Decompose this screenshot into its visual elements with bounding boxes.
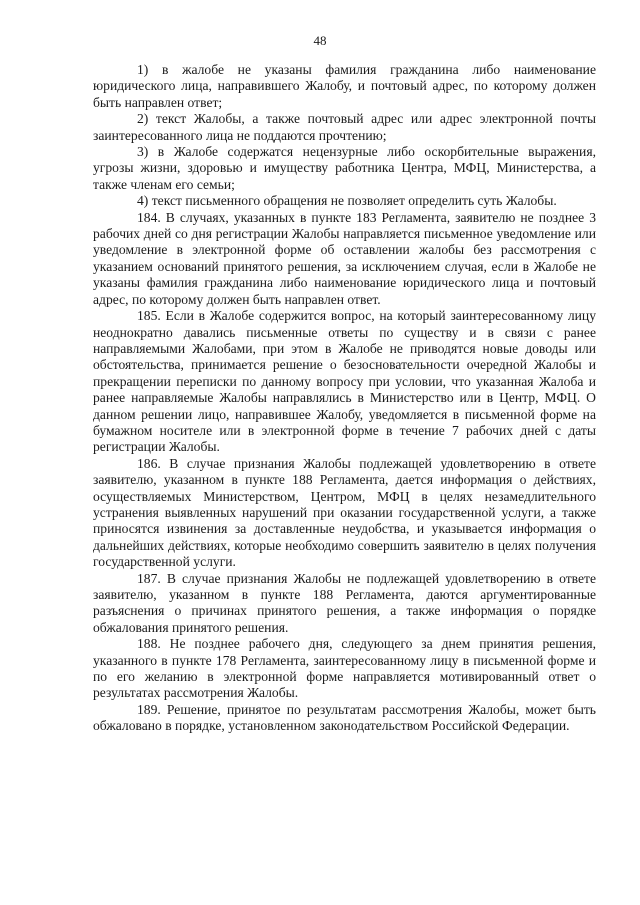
paragraph-item-4: 4) текст письменного обращения не позволяет определить суть Жалобы. — [137, 193, 557, 209]
paragraph-188: 188. Не позднее рабочего дня, следующего за днем принятия решения, указанного в пункте 178 Регламента, заинтересованному лицу в письменной форме и по его желанию в электронной форме направляется мотивированный ответ о результатах рассмотрения Жалобы. — [93, 636, 596, 701]
document-body — [93, 62, 596, 735]
page-number: 48 — [313, 33, 327, 48]
paragraph-item-3: 3) в Жалобе содержатся нецензурные либо оскорбительные выражения, угрозы жизни, здоровью и имуществу работника Центра, МФЦ, Министерства, а также членам его семьи; — [93, 144, 596, 192]
paragraph-189: 189. Решение, принятое по результатам рассмотрения Жалобы, может быть обжаловано в порядке, установленном законодательством Российской Федерации. — [93, 701, 596, 734]
paragraph-187: 187. В случае признания Жалобы не подлежащей удовлетворению в ответе заявителю, указанном в пункте 188 Регламента, даются аргументированные разъяснения о причинах принятого решения, а также информация о порядке обжалования принятого решения. — [93, 570, 596, 635]
paragraph-185: 185. Если в Жалобе содержится вопрос, на который заинтересованному лицу неоднократно давались письменные ответы по существу и в связи с ранее направляемыми Жалобами, при этом в Жалобе не приводятся новые доводы или обстоятельства, принимается решение о безосновательности очередной Жалобы и прекращении переписки по данному вопросу при условии, что указанная Жалоба и ранее направляемые Жалобы направлялись в Министерство или в Центр, МФЦ. О данном решении лицо, направившее Жалобу, уведомляется в письменной форме на бумажном носителе или в электронной форме в течение 7 рабочих дней с даты регистрации Жалобы. — [93, 308, 596, 455]
paragraph-186: 186. В случае признания Жалобы подлежащей удовлетворению в ответе заявителю, указанном в пункте 188 Регламента, дается информация о действиях, осуществляемых Министерством, Центром, МФЦ в целях незамедлительного устранения выявленных нарушений при оказании государственной услуги, а также приносятся извинения за доставленные неудобства, и указывается информация о дальнейших действиях, которые необходимо совершить заявителю в целях получения государственной услуги. — [93, 455, 596, 570]
paragraph-184: 184. В случаях, указанных в пункте 183 Регламента, заявителю не позднее 3 рабочих дней со дня регистрации Жалобы направляется письменное уведомление или уведомление в электронной форме об оставлении жалобы без рассмотрения с указанием оснований принятого решения, за исключением случая, если в Жалобе не указаны фамилия гражданина либо наименование юридического лица и почтовый адрес, по которому должен быть направлен ответ. — [93, 209, 596, 307]
paragraph-item-1: 1) в жалобе не указаны фамилия гражданина либо наименование юридического лица, направившего Жалобу, и почтовый адрес, по которому должен быть направлен ответ; — [93, 62, 596, 110]
paragraph-item-2: 2) текст Жалобы, а также почтовый адрес или адрес электронной почты заинтересованного лица не поддаются прочтению; — [93, 111, 596, 143]
